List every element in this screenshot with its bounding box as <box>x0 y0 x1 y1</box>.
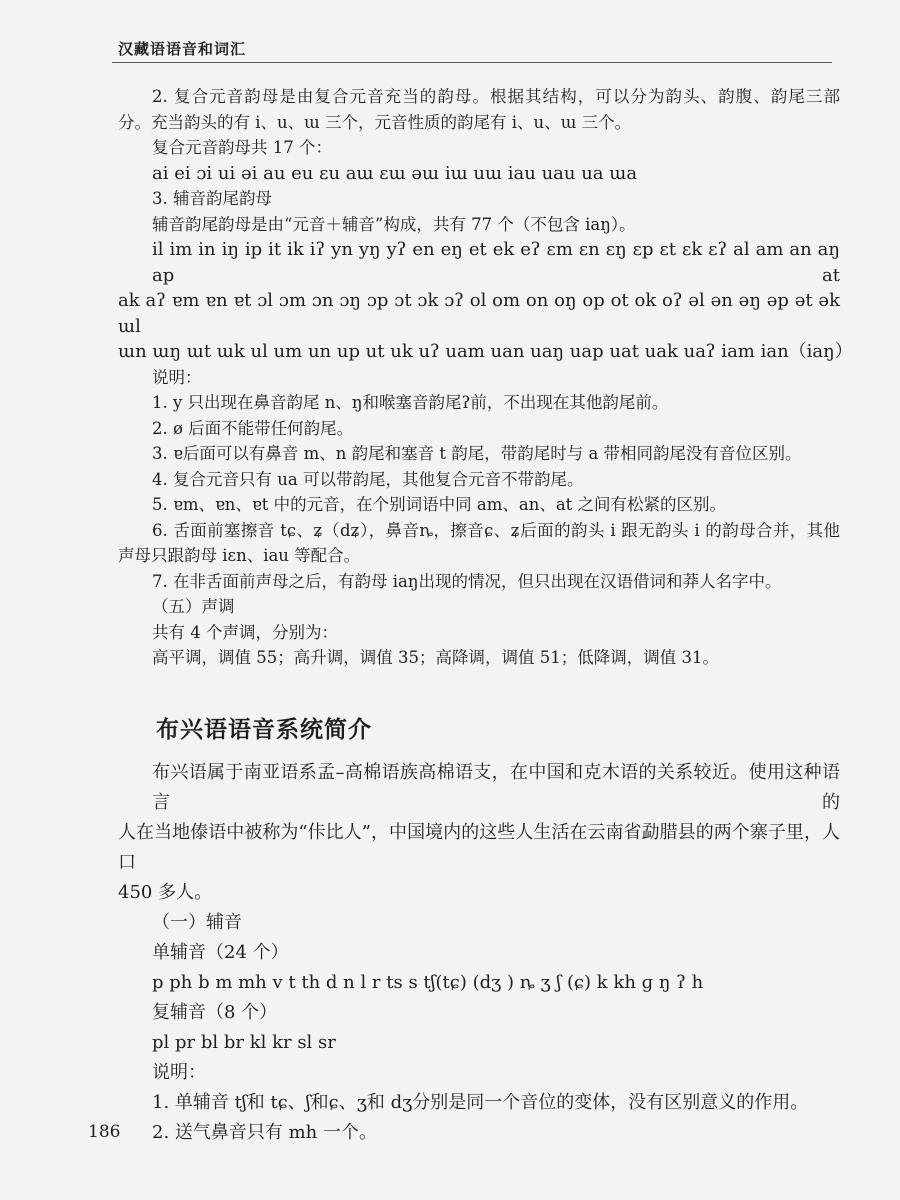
note-item: 6. 舌面前塞擦音 tɕ、ʑ（dʑ），鼻音ȵ，擦音ɕ、ʑ后面的韵头 i 跟无韵头 i 的韵母合并，其他 <box>152 520 840 540</box>
subheading: 3. 辅音韵尾韵母 <box>152 189 272 208</box>
note-item: 7. 在非舌面前声母之后，有韵母 iaŋ出现的情况，但只出现在汉语借词和莽人名字中。 <box>152 571 782 591</box>
header-rule <box>112 62 832 63</box>
section-paragraph-line: 布兴语属于南亚语系孟–高棉语族高棉语支，在中国和克木语的关系较近。使用这种语言的 <box>152 761 840 813</box>
note-item: 3. ɐ后面可以有鼻音 m、n 韵尾和塞音 t 韵尾，带韵尾时与 a 带相同韵尾没有音位区别。 <box>152 444 802 463</box>
final-list-line: il im in iŋ ip it ik iʔ yn yŋ yʔ en eŋ et ek eʔ ɛm ɛn ɛŋ ɛp ɛt ɛk ɛʔ al am an aŋ ap at <box>152 239 840 286</box>
section-paragraph-line: 450 多人。 <box>118 881 213 903</box>
notes-label: 说明： <box>152 367 202 387</box>
note-item: 2. 送气鼻音只有 mh 一个。 <box>152 1121 377 1143</box>
section-subheading: 单辅音（24 个） <box>152 941 289 963</box>
vowel-list: ai ei ɔi ui əi au eu ɛu aɯ ɛɯ əɯ iɯ uɯ iau uau ua ɯa <box>152 162 638 184</box>
paragraph-line: 辅音韵尾韵母是由“元音＋辅音”构成，共有 77 个（不包含 iaŋ）。 <box>152 214 636 234</box>
paragraph-line: 2. 复合元音韵母是由复合元音充当的韵母。根据其结构，可以分为韵头、韵腹、韵尾三部 <box>152 87 840 106</box>
note-item: 5. ɐm、ɐn、ɐt 中的元音，在个别词语中同 am、an、at 之间有松紧的区别。 <box>152 495 727 514</box>
notes-label: 说明： <box>152 1061 206 1083</box>
section-subheading: 复辅音（8 个） <box>152 1001 278 1023</box>
subheading: （五）声调 <box>152 597 235 616</box>
note-item-continued: 声母只跟韵母 iɛn、iau 等配合。 <box>118 546 361 565</box>
paragraph-line: 复合元音韵母共 17 个： <box>152 138 332 157</box>
consonant-list: p ph b m mh v t th d n l r ts s tʃ(tɕ) (dʒ ) ȵ ʒ ʃ (ɕ) k kh ɡ ŋ ʔ h <box>152 971 704 993</box>
note-item: 1. 单辅音 tʃ和 tɕ、ʃ和ɕ、ʒ和 dʒ分别是同一个音位的变体，没有区别意义的作用。 <box>152 1091 809 1113</box>
cluster-list: pl pr bl br kl kr sl sr <box>152 1031 336 1053</box>
paragraph-line: 分。充当韵头的有 i、u、ɯ 三个，元音性质的韵尾有 i、u、ɯ 三个。 <box>118 112 632 132</box>
note-item: 4. 复合元音只有 ua 可以带韵尾，其他复合元音不带韵尾。 <box>152 469 584 489</box>
section-paragraph-line: 人在当地傣语中被称为“佧比人”，中国境内的这些人生活在云南省勐腊县的两个寨子里，人口 <box>118 821 840 873</box>
paragraph-line: 高平调，调值 55；高升调，调值 35；高降调，调值 51；低降调，调值 31。 <box>152 648 719 667</box>
page-body <box>118 84 853 1148</box>
final-list-line: ak aʔ ɐm ɐn ɐt ɔl ɔm ɔn ɔŋ ɔp ɔt ɔk ɔʔ ol om on oŋ op ot ok oʔ əl ən əŋ əp ət ək ɯl <box>118 290 840 337</box>
note-item: 2. ø 后面不能带任何韵尾。 <box>152 418 354 438</box>
final-list-line: ɯn ɯŋ ɯt ɯk ul um un up ut uk uʔ uam uan uaŋ uap uat uak uaʔ iam ian（iaŋ） <box>118 341 853 362</box>
paragraph-line: 共有 4 个声调，分别为： <box>152 622 338 642</box>
section-subheading: （一）辅音 <box>152 911 242 933</box>
page-number: 186 <box>88 1122 121 1142</box>
running-head: 汉藏语语音和词汇 <box>118 40 247 58</box>
section-title: 布兴语语音系统简介 <box>156 716 372 743</box>
note-item: 1. y 只出现在鼻音韵尾 n、ŋ和喉塞音韵尾ʔ前，不出现在其他韵尾前。 <box>152 393 669 412</box>
